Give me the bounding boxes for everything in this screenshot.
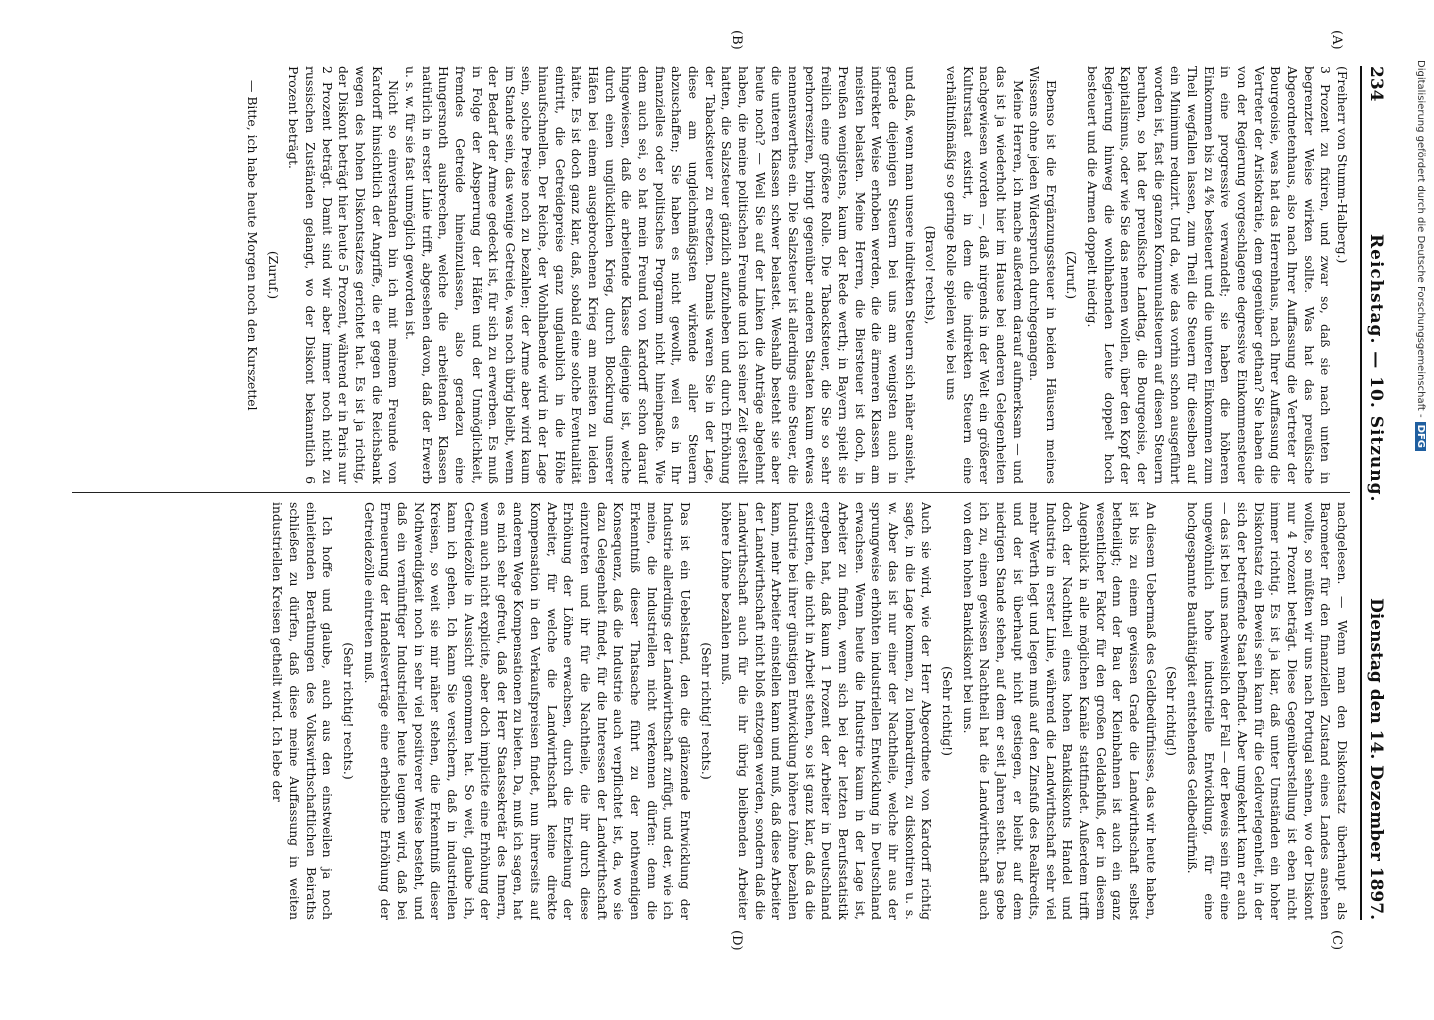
paragraph: An diesem Uebermaß des Geldbedürfnisses, das wir heute haben, ist bis zu einem gewissen Grade die Landwirthschaft selbst betheiligt; denn der Bau der Kleinbahnen ist auch ein ganz wesentlicher Faktor für den großen Geldabfluß, der in diesem Augenblick in alle möglichen Kanäle stattfindet. Außerdem trifft doch der Nachtheil eines hohen Bankdiskonts Handel und Industrie in erster Linie, während die Landwirthschaft sehr viel mehr Werth legt und legen muß auf den Zinsfuß des Realkredits, und der ist überhaupt nicht gestiegen, er bleibt auf dem niedrigen Stande stehen, auf dem er seit Jahren steht. Das gebe ich zu, einen gewissen Nachtheil hat die Landwirthschaft auch von dem hohen Bankdiskont bei uns.	[960, 502, 1159, 920]
right-column	[72, 502, 1350, 920]
interjection: (Sehr richtig!)	[1164, 666, 1180, 756]
margin-marker-c: (C)	[1329, 930, 1344, 951]
paragraph: Ebenso ist die Ergänzungssteuer in beiden Häusern meines Wissens ohne jeden Widerspruch durchgegangen.	[1027, 66, 1059, 484]
interjection: (Zuruf.)	[1064, 250, 1080, 300]
paragraph: Meine Herren, ich mache außerdem darauf aufmerksam — und das ist ja wiederholt hier im Hause bei anderen Gelegenheiten nachgewiesen worden —, daß nirgends in der Welt ein größerer Kulturstaat existirt, in dem die indirekten Steuern eine verhältnißmäßig so geringe Rolle spielen wie bei uns	[943, 66, 1026, 484]
interjection: (Sehr richtig! rechts.)	[698, 642, 714, 780]
paragraph: 3 Prozent zu fixiren, und zwar so, daß sie nach unten in begrenzter Weise wirken sollte. Was hat das preußische Abgeordnetenhaus, also nach Ihrer Auffassung die Vertreter der Bourgeoisie, was hat das Herrenhaus, nach Ihrer Auffassung die Vertreter der Aristokratie, dem gegenüber gethan? Sie haben die von der Regierung vorgeschlagene degressive Einkommensteuer in eine progressive verwandelt; sie haben die höheren Einkommen bis zu 4% besteuert und die unteren Einkommen zum Theil wegfallen lassen, zum Theil die Steuern für dieselben auf ein Minimum reduzirt. Und da, wie das vorhin schon ausgeführt worden ist, fast die ganzen Kommunalsteuern auf diesen Steuern beruhen, so hat der preußische Landtag, die Bourgeoisie, der Kapitalismus, oder wie Sie das nennen wollen, über den Kopf der Regierung hinweg die wohlhabenden Leute doppelt hoch besteuert und die Armen doppelt niedrig.	[1085, 66, 1334, 484]
paragraph: und daß, wenn man unsere indirekten Steuern sich näher ansieht, gerade diejenigen Steuern bei uns am wenigsten auch in indirekter Weise erhoben werden, die die ärmeren Klassen am meisten belasten. Meine Herren, die Biersteuer ist doch, in Preußen wenigstens, kaum der Rede werth; in Bayern spielt sie freilich eine größere Rolle. Die Tabacksteuer, die Sie so sehr perhorresziren, bringt gegenüber anderen Staaten kaum etwas nennenswerthes ein. Die Salzsteuer ist allerdings eine Steuer, die die unteren Klassen schwer belastet. Weshalb besteht sie aber heute noch? — Weil Sie auf der Linken die Anträge abgelehnt haben, die meine politischen Freunde und ich seiner Zeit gestellt hatten, die Salzsteuer gänzlich aufzuheben und durch Erhöhung der Tabacksteuer zu ersetzen. Damals waren Sie in der Lage, diese am ungleichmäßigsten wirkende aller Steuern abzuschaffen; Sie haben es nicht gewollt, weil es in Ihr finanzielles oder politisches Programm nicht hineinpaßte. Wie dem auch sei, so hat mein Freund von Kardorff schon darauf hingewiesen, daß die arbeitende Klasse diejenige ist, welche durch einen unglücklichen Krieg, durch Blockirung unserer Häfen bei einem ausgebrochenen Krieg am meisten zu leiden hätte. Es ist doch ganz klar, daß, sobald eine solche Eventualität eintritt, die Getreidepreise ganz unglaublich in die Höhe hinaufschnellen. Der Reiche, der Wohlhabende wird in der Lage sein, solche Preise noch zu bezahlen; der Arme aber wird kaum im Stande sein, das wenige Getreide, was noch übrig bleibt, wenn der Bedarf der Armee gedeckt ist, für sich zu erwerben. Es muß in Folge der Absperrung der Häfen und der Unmöglichkeit, fremdes Getreide hineinzulassen, also geradezu eine Hungersnoth ausbrechen, welche die arbeitenden Klassen natürlich in erster Linie trifft, abgesehen davon, daß der Erwerb u. s. w. für sie fast unmöglich geworden ist.	[402, 66, 918, 484]
digitization-credit	[1410, 60, 1426, 1020]
interjection: (Zuruf.)	[265, 250, 281, 300]
interjection: (Bravo! rechts),	[923, 225, 939, 325]
paragraph: Nicht so einverstanden bin ich mit meinem Freunde von Kardorff hinsichtlich der Angriffe, die er gegen die Reichsbank wegen des hohen Diskontsatzes gerichtet hat. Es ist ja richtig, der Diskont beträgt hier heute 5 Prozent, während er in Paris nur 2 Prozent beträgt. Damit sind wir aber immer noch nicht zu russischen Zuständen gelangt, wo der Diskont bekanntlich 6 Prozent beträgt.	[286, 66, 402, 484]
session-title: Reichstag. — 10. Sitzung.	[1366, 234, 1386, 503]
page-header	[1360, 66, 1392, 920]
margin-marker-a: (A)	[1329, 30, 1344, 50]
session-date: Dienstag den 14. Dezember 1897.	[1366, 598, 1386, 920]
paragraph: nachgelesen. — Wenn man den Diskontsatz überhaupt als Barometer für den finanziellen Zustand eines Landes ansehen wollte, so müßten wir uns nach Portugal sehnen, wo der Diskont nur 4 Prozent beträgt. Diese Gegenüberstellung ist eben nicht immer richtig. Es ist ja klar, daß unter Umständen ein hoher Diskontsatz ein Beweis sein kann für die Geldverlegenheit, in der sich der betreffende Staat befindet. Aber umgekehrt kann er auch — das ist bei uns nachweislich der Fall — der Beweis sein für eine ungewöhnlich hohe industrielle Entwicklung, für eine hochgespannte Bauthätigkeit entstehendes Geldbedürfniß.	[1185, 502, 1350, 920]
paragraph: (Freiherr von Stumm-Halberg.)	[1335, 66, 1350, 264]
paragraph: Auch sie wird, wie der Herr Abgeordnete von Kardorff richtig sagte, in die Lage kommen, zu lombardiren, zu diskontiren u. s. w. Aber das ist nur einer der Nachtheile, welche ihr aus der sprungweise erhöhten industriellen Entwicklung in Deutschland erwachsen. Wenn heute die Industrie kaum in der Lage ist, Arbeiter zu finden, wenn sich bei der letzten Berufsstatistik ergeben hat, daß kaum 1 Prozent der Arbeiter in Deutschland existirten, die nicht in Arbeit stehen, so ist ganz klar, daß da die Industrie bei ihrer günstigen Entwicklung höhere Löhne bezahlen kann, mehr Arbeiter einstellen kann und muß, daß diese Arbeiter der Landwirthschaft nicht bloß entzogen werden, sondern daß die Landwirthschaft auch für die ihr übrig bleibenden Arbeiter höhere Löhne bezahlen muß.	[719, 502, 935, 920]
interjection: (Sehr richtig! rechts.)	[340, 642, 356, 780]
paragraph: — Bitte, ich habe heute Morgen noch den Kurszettel	[245, 80, 260, 411]
dfg-logo: DFG	[1415, 422, 1426, 451]
paragraph: Ich hoffe und glaube, auch aus den einstweilen ja noch einleitenden Berathungen des Volkswirthschaftlichen Beiraths schließen zu dürfen, daß diese meine Auffassung in weiten industriellen Kreisen getheilt wird. Ich lebe der	[270, 502, 336, 920]
margin-marker-d: (D)	[729, 930, 744, 951]
paragraph: Das ist ein Uebelstand, den die glänzende Entwicklung der Industrie allerdings der Landwirthschaft zufügt, und der, wie ich meine, die Industriellen nicht verkennen dürfen: denn die Erkenntniß dieser Thatsache führt zu der nothwendigen Konsequenz, daß die Industrie auch verpflichtet ist, da, wo sie dazu Gelegenheit findet, für die Interessen der Landwirthschaft einzutreten und ihr für die Nachtheile, die ihr durch diese Erhöhung der Löhne erwachsen, durch die Entziehung der Arbeiter, für welche die Landwirthschaft keine direkte Kompensation in den Verkaufspreisen findet, nun ihrerseits auf anderem Wege Kompensationen zu bieten. Da, muß ich sagen, hat es mich sehr gefreut, daß der Herr Staatssekretär des Innern, wenn auch nicht explicite, aber doch implicite eine Erhöhung der Getreidezölle in Aussicht genommen hat. So weit, glaube ich, kann ich gehen. Ich kann Sie versichern, daß in industriellen Kreisen, so weit sie mir näher stehen, die Erkenntniß dieser Nothwendigkeit noch in sehr viel positiverer Weise besteht, und daß ein vernünftiger Industrieller heute leugnen wird, daß bei Erneuerung der Handelsverträge eine erhebliche Erhöhung der Getreidezölle eintreten muß.	[361, 502, 694, 920]
credit-text: Digitalisierung gefördert durch die Deutsche Forschungsgemeinschaft -	[1415, 60, 1426, 418]
column-divider	[72, 492, 1350, 493]
margin-marker-b: (B)	[729, 30, 744, 50]
interjection: (Sehr richtig!)	[939, 666, 955, 756]
page-number: 234	[1366, 66, 1386, 102]
left-column	[72, 66, 1350, 484]
